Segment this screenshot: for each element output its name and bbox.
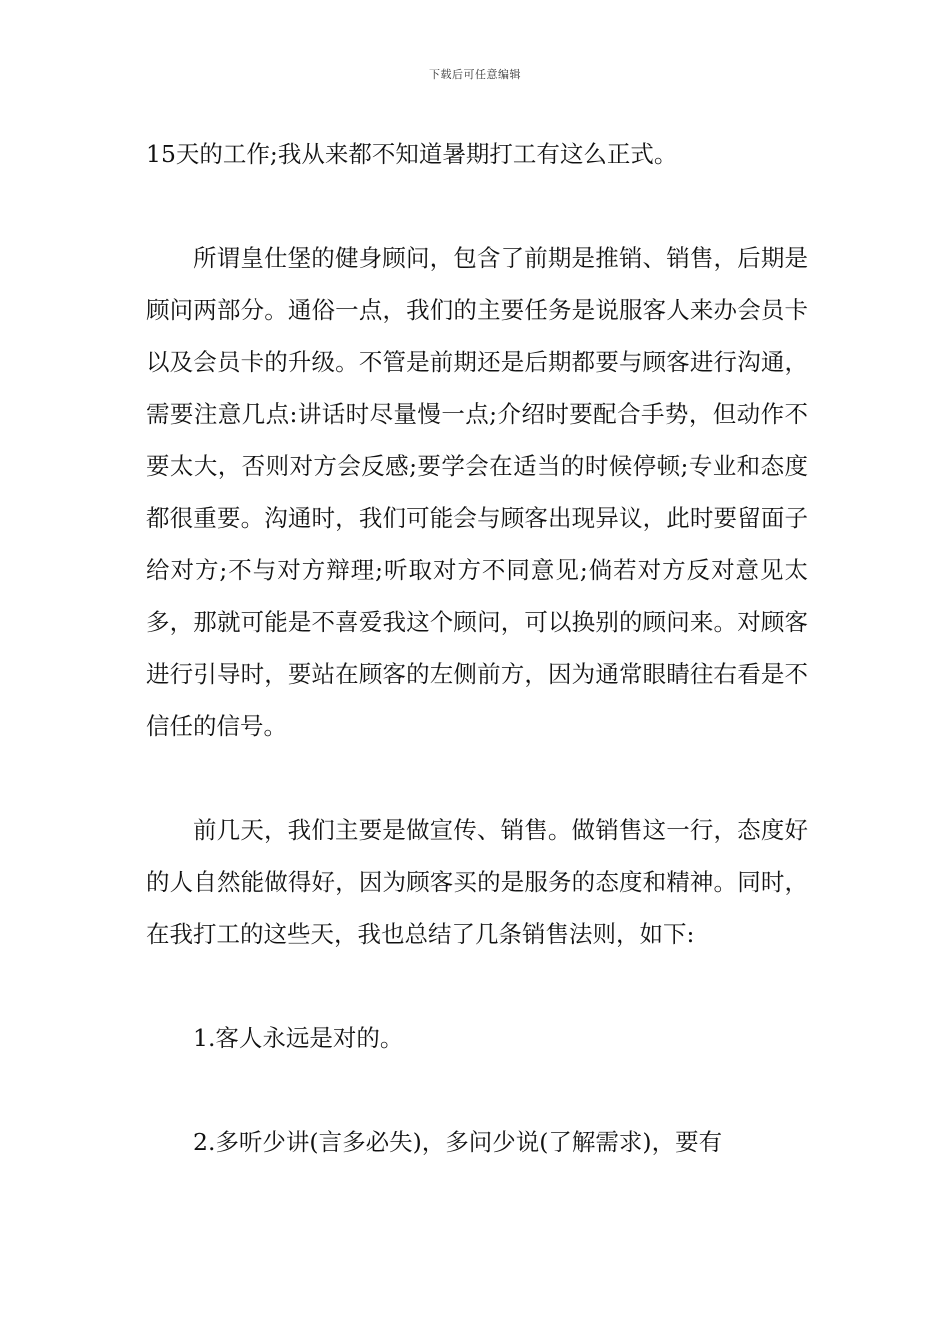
document-body xyxy=(146,128,808,1168)
paragraph-continuation: 15天的工作;我从来都不知道暑期打工有这么正式。 xyxy=(146,140,678,168)
paragraph-sales-intro: 前几天，我们主要是做宣传、销售。做销售这一行，态度好的人自然能做得好，因为顾客买的是服务的态度和精神。同时，在我打工的这些天，我也总结了几条销售法则，如下: xyxy=(146,816,808,948)
list-item-rule-1: 1.客人永远是对的。 xyxy=(193,1024,404,1052)
list-item-rule-2: 2.多听少讲(言多必失)，多问少说(了解需求)，要有 xyxy=(193,1128,723,1156)
header-note: 下载后可任意编辑 xyxy=(429,68,521,81)
paragraph-fitness-consultant: 所谓皇仕堡的健身顾问，包含了前期是推销、销售，后期是顾问两部分。通俗一点，我们的主要任务是说服客人来办会员卡以及会员卡的升级。不管是前期还是后期都要与顾客进行沟通，需要注意几点:讲话时尽量慢一点;介绍时要配合手势，但动作不要太大，否则对方会反感;要学会在适当的时候停顿;专业和态度都很重要。沟通时，我们可能会与顾客出现异议，此时要留面子给对方;不与对方辩理;听取对方不同意见;倘若对方反对意见太多，那就可能是不喜爱我这个顾问，可以换别的顾问来。对顾客进行引导时，要站在顾客的左侧前方，因为通常眼睛往右看是不信任的信号。 xyxy=(146,244,808,740)
